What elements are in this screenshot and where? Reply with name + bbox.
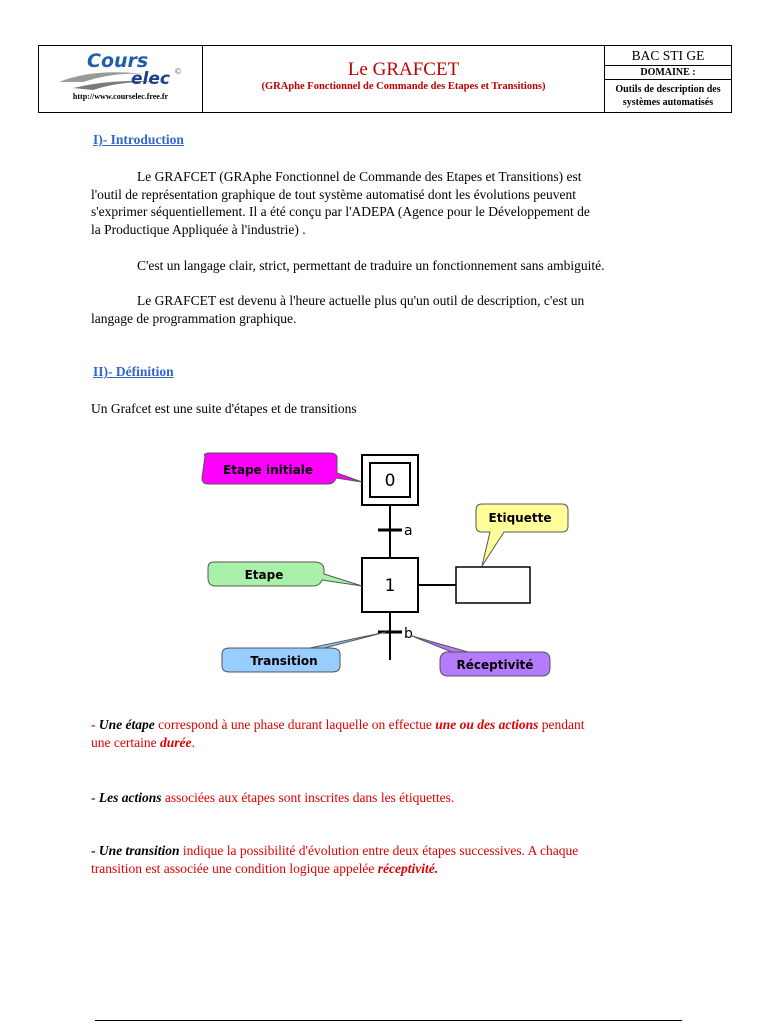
title-cell xyxy=(203,46,605,112)
callout-receptivity-pointer xyxy=(412,636,468,652)
domain-value-line-1: Outils de description des xyxy=(615,84,721,95)
text-line: s'exprimer séquentiellement. Il a été conçu par l'ADEPA (Agence pour le Développement de xyxy=(91,204,590,219)
callout-transition-pointer xyxy=(310,632,386,648)
bullet-step xyxy=(91,716,691,751)
callout-receptivity-label: Réceptivité xyxy=(456,658,534,672)
text-fragment: associées aux étapes sont inscrites dans les étiquettes. xyxy=(161,790,455,805)
callout-step-label: Etape xyxy=(244,568,284,582)
term-actions: Les actions xyxy=(98,790,162,805)
domain-label: DOMAINE : xyxy=(605,66,731,80)
text-line: Le GRAFCET (GRAphe Fonctionnel de Commande des Etapes et Transitions) est xyxy=(137,169,582,184)
text-line: l'outil de représentation graphique de tout système automatisé dont les évolutions peuvent xyxy=(91,186,576,202)
intro-paragraph-3 xyxy=(91,292,691,327)
emph-receptivity: réceptivité. xyxy=(377,860,439,876)
text-fragment: indique la possibilité d'évolution entre deux étapes successives. A chaque xyxy=(179,843,579,858)
transition-label-b: b xyxy=(404,626,413,642)
intro-paragraph-2: C'est un langage clair, strict, permettant de traduire un fonctionnement sans ambiguité. xyxy=(137,258,605,273)
section-heading-definition: II)- Définition xyxy=(93,364,174,379)
grafcet-diagram xyxy=(190,440,570,690)
text-fragment: pendant xyxy=(538,717,585,732)
definition-intro: Un Grafcet est une suite d'étapes et de transitions xyxy=(91,401,357,416)
text-line xyxy=(91,842,691,860)
footer-rule xyxy=(95,1020,682,1021)
text-line: langage de programmation graphique. xyxy=(91,310,297,326)
intro-paragraph-1 xyxy=(91,168,691,238)
bullet-dash: - xyxy=(91,843,99,858)
emph-actions: une ou des actions xyxy=(435,717,539,732)
text-line: Le GRAFCET est devenu à l'heure actuelle plus qu'un outil de description, c'est un xyxy=(137,293,585,308)
text-line xyxy=(91,860,691,878)
svg-text:©: © xyxy=(175,67,182,76)
section-heading-introduction: I)- Introduction xyxy=(93,132,184,147)
step-0-number: 0 xyxy=(384,471,396,491)
courselec-logo xyxy=(53,48,193,92)
bullet-dash: - xyxy=(91,717,99,732)
callout-initial-step-label: Etape initiale xyxy=(223,463,313,477)
logo-word-elec: elec xyxy=(131,69,170,89)
transition-label-a: a xyxy=(404,523,413,539)
term-transition: Une transition xyxy=(98,843,180,858)
logo-word-cours: Cours xyxy=(87,50,149,72)
callout-step xyxy=(208,562,362,586)
callout-transition-label: Transition xyxy=(250,654,318,668)
domain-value xyxy=(605,80,731,113)
step-1-number: 1 xyxy=(384,576,396,596)
emph-duration: durée xyxy=(159,734,192,750)
text-fragment: transition est associée une condition logique appelée xyxy=(91,860,378,876)
document-subtitle: (GRAphe Fonctionnel de Commande des Etapes et Transitions) xyxy=(261,81,546,92)
bullet-dash: - xyxy=(91,790,99,805)
term-step: Une étape xyxy=(98,717,155,732)
bullet-transition xyxy=(91,842,691,877)
callout-tag-label: Etiquette xyxy=(488,511,552,525)
text-line xyxy=(91,716,691,734)
text-fragment: . xyxy=(191,734,195,750)
bullet-actions xyxy=(91,789,691,807)
logo-cell xyxy=(39,46,203,112)
level-label: BAC STI GE xyxy=(605,46,731,66)
domain-value-line-2: systèmes automatisés xyxy=(622,97,714,108)
text-line: la Productique Appliquée à l'industrie) . xyxy=(91,221,306,237)
text-fragment: une certaine xyxy=(91,734,160,750)
logo-url: http://www.courselec.free.fr xyxy=(72,92,169,101)
document-header xyxy=(38,45,732,113)
text-line xyxy=(91,734,691,752)
course-info-cell xyxy=(605,46,731,112)
action-box xyxy=(456,567,530,603)
text-fragment: correspond à une phase durant laquelle on effectue xyxy=(154,717,436,732)
document-title: Le GRAFCET xyxy=(347,59,460,80)
